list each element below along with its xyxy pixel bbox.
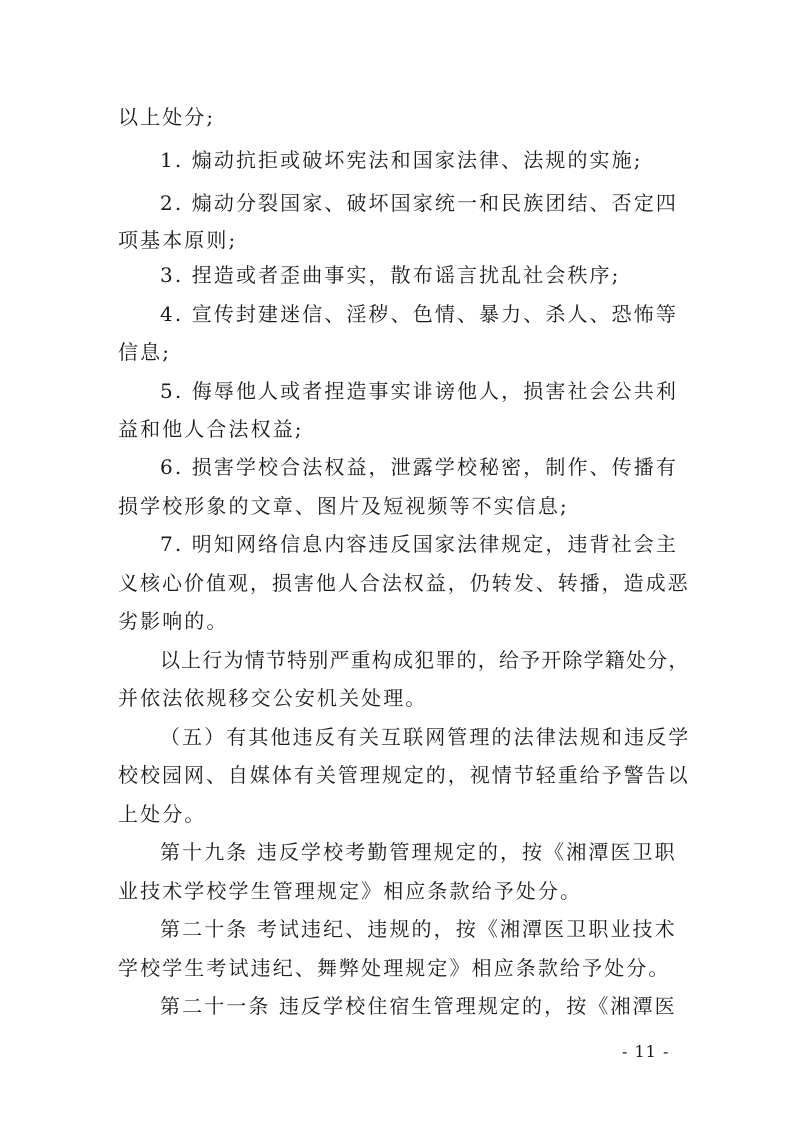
text-line: 第十九条 违反学校考勤管理规定的，按《湘潭医卫职 [160, 840, 677, 864]
text-line: 业技术学校学生管理规定》相应条款给予处分。 [118, 879, 583, 903]
text-line: 3. 捏造或者歪曲事实，散布谣言扰乱社会秩序; [160, 263, 621, 287]
text-line: 学校学生考试违纪、舞弊处理规定》相应条款给予处分。 [118, 956, 671, 980]
text-line: 第二十条 考试违纪、违规的，按《湘潭医卫职业技术 [160, 917, 677, 941]
text-line: 6. 损害学校合法权益，泄露学校秘密，制作、传播有 [160, 455, 678, 479]
text-line: 并依法依规移交公安机关处理。 [118, 686, 428, 710]
text-line: 劣影响的。 [118, 609, 229, 633]
text-line: 以上处分; [118, 105, 216, 129]
text-line: 益和他人合法权益; [118, 417, 304, 441]
text-line: 第二十一条 违反学校住宿生管理规定的，按《湘潭医 [160, 994, 677, 1018]
text-line: 信息; [118, 340, 172, 364]
text-line: 2. 煽动分裂国家、破坏国家统一和民族团结、否定四 [160, 191, 678, 215]
text-line: 7. 明知网络信息内容违反国家法律规定，违背社会主 [160, 532, 678, 556]
text-line: 校校园网、自媒体有关管理规定的，视情节轻重给予警告以 [118, 763, 690, 787]
text-line: 项基本原则; [118, 228, 238, 252]
text-line: 1. 煽动抗拒或破坏宪法和国家法律、法规的实施; [160, 148, 643, 172]
page-number: - 11 - [622, 1042, 670, 1061]
text-line: 上处分。 [118, 802, 207, 826]
text-line: 5. 侮辱他人或者捏造事实诽谤他人，损害社会公共利 [160, 379, 678, 403]
text-line: 损学校形象的文章、图片及短视频等不实信息; [118, 494, 569, 518]
text-line: 义核心价值观，损害他人合法权益，仍转发、转播，造成恶 [118, 571, 690, 595]
text-line: （五）有其他违反有关互联网管理的法律法规和违反学 [160, 725, 691, 749]
text-line: 以上行为情节特别严重构成犯罪的，给予开除学籍处分， [160, 648, 690, 672]
text-line: 4. 宣传封建迷信、淫秽、色情、暴力、杀人、恐怖等 [160, 302, 678, 326]
